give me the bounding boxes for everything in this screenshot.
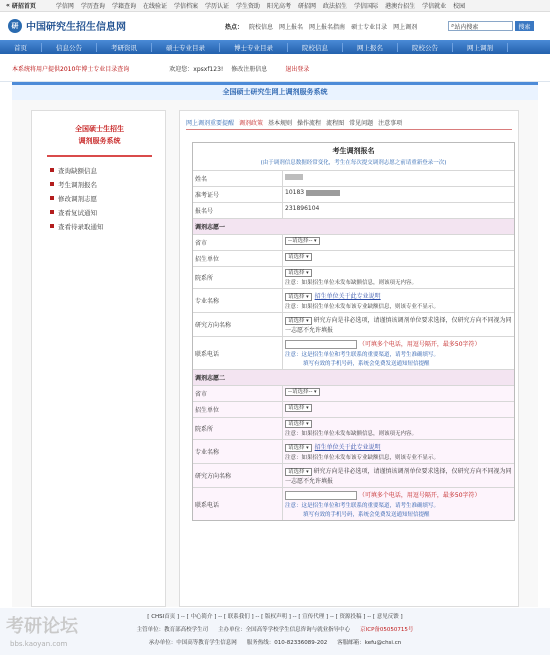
province-select[interactable]: --请选择-- ▾ xyxy=(285,388,320,396)
form-row-dept xyxy=(193,266,514,288)
bullet-icon xyxy=(50,196,54,200)
name-value xyxy=(283,171,514,186)
field-label: 院系所 xyxy=(193,267,283,288)
province-select[interactable]: --请选择-- ▾ xyxy=(285,237,320,245)
hot-label: 热点： xyxy=(225,24,244,31)
field-label: 院系所 xyxy=(193,418,283,439)
bullet-icon xyxy=(50,182,54,186)
watermark-url: bbs.kaoyan.com xyxy=(10,640,68,648)
site-link[interactable]: 学历查询 xyxy=(80,3,105,10)
direction-note: 研究方向是非必选项，请谨慎该调剂单位要求选择，仅研究方向不同视为同一志愿不允许填报 xyxy=(285,468,512,485)
tab-process[interactable]: 操作流程 xyxy=(297,120,322,127)
major-select[interactable]: 请选择 ▾ xyxy=(285,444,312,452)
nav-item[interactable]: 院校信息 xyxy=(288,43,343,52)
footer-org-line: 主管单位：教育部高校学生司 主办单位：全国高等学校学生信息咨询与就业指导中心 京ICP备05050715号 xyxy=(136,627,414,633)
direction-note: 研究方向是非必选项，请谨慎该调剂单位要求选择，仅研究方向不同视为同一志愿不允许填报 xyxy=(285,317,512,334)
form-row-direction xyxy=(193,312,514,336)
site-link[interactable]: 学历认证 xyxy=(204,3,229,10)
search-icon: ⌕ xyxy=(451,22,455,29)
phone-hint: （可填多个电话，用逗号隔开，最多50字符） xyxy=(358,341,481,348)
dept-select[interactable]: 请选择 ▾ xyxy=(285,420,312,428)
field-label: 报名号 xyxy=(193,203,283,218)
form-row-exam-id xyxy=(193,186,514,202)
logo-icon: 研 xyxy=(8,19,22,33)
site-link[interactable]: 港澳台招生 xyxy=(385,3,416,10)
tab-rules[interactable]: 基本规则 xyxy=(268,120,293,127)
bullet-icon xyxy=(50,210,54,214)
field-label: 专业名称 xyxy=(193,289,283,312)
change-info-link[interactable]: 修改注册信息 xyxy=(231,66,268,73)
phone-note: 注意：这是招生单位和考生联系的重要渠道，请考生准确填写。 xyxy=(285,503,440,509)
nav-item[interactable]: 网上调剂 xyxy=(453,43,508,52)
apply-form xyxy=(192,142,515,521)
form-row-major xyxy=(193,288,514,312)
nav-item[interactable]: 考研资讯 xyxy=(97,43,152,52)
direction-select[interactable]: 请选择 ▾ xyxy=(285,317,312,325)
form-row-reg-id xyxy=(193,202,514,218)
major-select[interactable]: 请选择 ▾ xyxy=(285,293,312,301)
site-link[interactable]: 在线验证 xyxy=(142,3,167,10)
form-row-direction xyxy=(193,463,514,487)
site-link[interactable]: 学信网 xyxy=(55,3,74,10)
nav-item[interactable]: 首页 xyxy=(0,43,42,52)
sidebar-menu xyxy=(50,163,104,233)
site-link[interactable]: 学信国际 xyxy=(354,3,379,10)
main-frame xyxy=(12,82,538,607)
phone-note: 填写有效的手机号码，系统会免费发送通知短信提醒 xyxy=(303,512,430,518)
form-row-province xyxy=(193,234,514,250)
site-link[interactable]: 研招网 xyxy=(298,3,317,10)
search-area xyxy=(448,21,534,31)
top-link-bar xyxy=(0,0,550,12)
reg-id-value: 231896104 xyxy=(285,205,320,212)
sidebar-item-apply[interactable]: 考生调剂报名 xyxy=(50,177,104,191)
footer-links[interactable]: [ CHSI首页 ] -- [ 中心简介 ] -- [ 联系我们 ] -- [ 版权声明 ] -- [ 宣传代理 ] -- [ 资源投稿 ] -- [ 意见反馈 ] xyxy=(147,614,403,620)
sidebar-item-admission[interactable]: 查看待录取通知 xyxy=(50,219,104,233)
section-choice-1: 调剂志愿一 xyxy=(193,218,514,234)
phone-note: 填写有效的手机号码，系统会免费发送通知短信提醒 xyxy=(303,361,430,367)
page-title: 全国硕士研究生网上调剂服务系统 xyxy=(12,82,538,100)
form-title: 考生调剂报名 xyxy=(332,147,375,155)
site-logo[interactable] xyxy=(8,18,126,33)
phone-input[interactable] xyxy=(285,340,357,349)
field-label: 省市 xyxy=(193,386,283,401)
hot-link[interactable]: 网上调剂 xyxy=(393,24,418,31)
sidebar xyxy=(31,110,166,607)
field-label: 准考证号 xyxy=(193,187,283,202)
search-input[interactable]: ⌕ 站内搜索 xyxy=(448,21,513,31)
field-label: 省市 xyxy=(193,235,283,250)
tab-notes[interactable]: 注意事项 xyxy=(378,120,403,127)
dept-note: 注意：如果招生单位未发布缺额信息，则该项无内容。 xyxy=(285,280,418,286)
form-subtitle: (由于调剂信息数据经常变化，考生在每次提交调剂志愿之前请重新登录一次) xyxy=(260,160,447,166)
field-label: 联系电话 xyxy=(193,488,283,520)
unit-select[interactable]: 请选择 ▾ xyxy=(285,253,312,261)
exam-id-value: 10183 xyxy=(283,187,514,202)
form-row-name xyxy=(193,170,514,186)
watermark: 考研论坛 xyxy=(6,616,78,637)
logout-link[interactable]: 退出登录 xyxy=(285,66,310,73)
field-label: 联系电话 xyxy=(193,337,283,369)
major-note: 注意：如果招生单位未发布该专业缺额信息，则该专业不显示。 xyxy=(285,455,440,461)
field-label: 研究方向名称 xyxy=(193,313,283,336)
site-link[interactable]: 学信就业 xyxy=(422,3,447,10)
hot-link[interactable]: 网上报名 xyxy=(279,24,304,31)
dept-note: 注意：如果招生单位未发布缺额信息，则该项无内容。 xyxy=(285,431,418,437)
tab-faq[interactable]: 常见问题 xyxy=(349,120,374,127)
redacted-block xyxy=(285,174,303,180)
home-link[interactable]: « 研招首页 xyxy=(6,2,36,10)
site-link[interactable]: 学生资助 xyxy=(236,3,261,10)
site-link[interactable]: 校园 xyxy=(453,3,466,10)
form-row-phone xyxy=(193,336,514,369)
double-chevron-left-icon: « xyxy=(6,2,10,9)
unit-select[interactable]: 请选择 ▾ xyxy=(285,404,312,412)
form-row-phone xyxy=(193,487,514,520)
header xyxy=(0,13,550,39)
sidebar-item-modify[interactable]: 修改调剂志愿 xyxy=(50,191,104,205)
field-label: 研究方向名称 xyxy=(193,464,283,487)
site-link[interactable]: 政法招生 xyxy=(323,3,348,10)
form-row-major xyxy=(193,439,514,463)
sidebar-item-query-vacancy[interactable]: 查询缺额信息 xyxy=(50,163,104,177)
form-row-province xyxy=(193,385,514,401)
tab-bar xyxy=(186,118,512,130)
sidebar-item-retest[interactable]: 查看复试通知 xyxy=(50,205,104,219)
main-nav xyxy=(0,40,550,54)
phone-input[interactable] xyxy=(285,491,357,500)
site-link[interactable]: 学信档案 xyxy=(173,3,198,10)
hot-link[interactable]: 院校信息 xyxy=(249,24,274,31)
bullet-icon xyxy=(50,224,54,228)
site-link[interactable]: 学籍查询 xyxy=(111,3,136,10)
notice-message[interactable]: 本系统将用户提供2010年博士专业目录查询 xyxy=(12,66,130,73)
tab-reminder[interactable]: 网上调剂重要提醒 xyxy=(186,120,235,127)
site-links xyxy=(56,1,465,10)
section-choice-2: 调剂志愿二 xyxy=(193,369,514,385)
sidebar-title: 全国硕士生招生 调剂服务系统 xyxy=(47,119,152,157)
direction-select[interactable]: 请选择 ▾ xyxy=(285,468,312,476)
major-info-link[interactable]: 招生单位关于此专业说明 xyxy=(314,444,381,451)
nav-item[interactable]: 博士专业目录 xyxy=(220,43,288,52)
tab-flowchart[interactable]: 流程图 xyxy=(326,120,345,127)
logo-text: 中国研究生招生信息网 xyxy=(26,22,126,33)
footer xyxy=(0,608,550,655)
content-panel xyxy=(179,110,519,607)
major-info-link[interactable]: 招生单位关于此专业说明 xyxy=(314,293,381,300)
hot-link[interactable]: 硕士专业目录 xyxy=(351,24,388,31)
major-note: 注意：如果招生单位未发布该专业缺额信息，则该专业不显示。 xyxy=(285,304,440,310)
welcome-text: 欢迎您：xpsxf123! xyxy=(169,66,224,73)
hot-link[interactable]: 网上报名指南 xyxy=(309,24,346,31)
field-label: 招生单位 xyxy=(193,251,283,266)
field-label: 招生单位 xyxy=(193,402,283,417)
search-button[interactable]: 搜索 xyxy=(515,21,534,31)
nav-item[interactable]: 硕士专业目录 xyxy=(152,43,220,52)
footer-contact-line: 承办单位：中国高等教育学生信息网 服务热线：010-82336089-202 客服邮箱：kefu@chsi.cn xyxy=(148,640,402,646)
redacted-block xyxy=(306,190,340,196)
form-row-unit xyxy=(193,250,514,266)
site-link[interactable]: 阳光高考 xyxy=(267,3,292,10)
dept-select[interactable]: 请选择 ▾ xyxy=(285,269,312,277)
nav-item[interactable]: 网上报名 xyxy=(343,43,398,52)
bullet-icon xyxy=(50,168,54,172)
nav-item[interactable]: 信息公告 xyxy=(42,43,97,52)
hot-links xyxy=(225,22,417,31)
phone-note: 注意：这是招生单位和考生联系的重要渠道，请考生准确填写。 xyxy=(285,352,440,358)
form-row-dept xyxy=(193,417,514,439)
field-label: 姓名 xyxy=(193,171,283,186)
form-row-unit xyxy=(193,401,514,417)
nav-item[interactable]: 院校公告 xyxy=(398,43,453,52)
phone-hint: （可填多个电话，用逗号隔开，最多50字符） xyxy=(358,492,481,499)
tab-policy[interactable]: 调剂政策 xyxy=(239,120,264,127)
notice-bar xyxy=(0,56,550,82)
field-label: 专业名称 xyxy=(193,440,283,463)
